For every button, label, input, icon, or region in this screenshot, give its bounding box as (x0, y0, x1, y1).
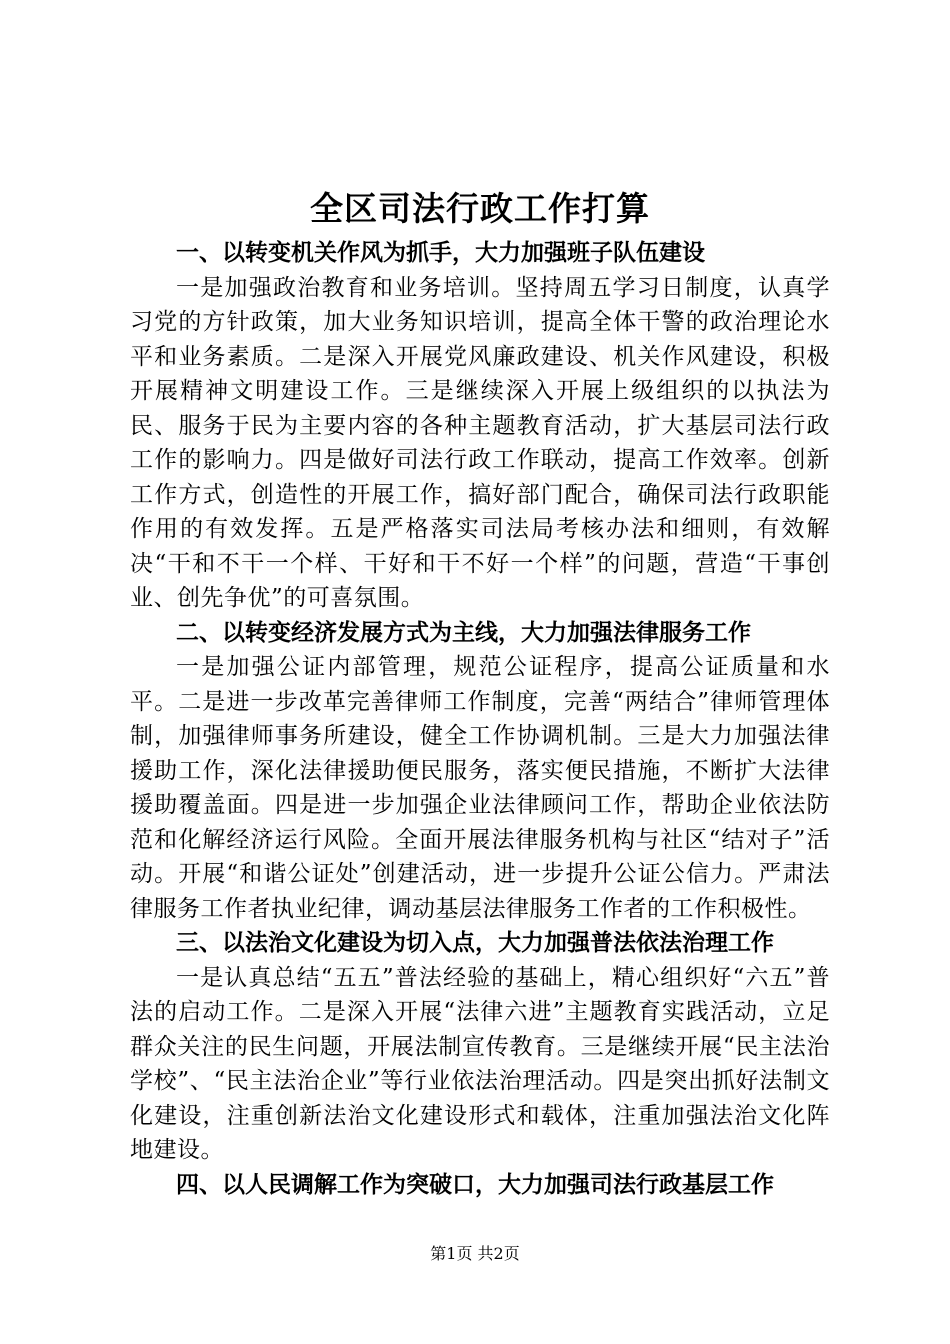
document-body (130, 186, 830, 1202)
section-heading: 四、以人民调解工作为突破口，大力加强司法行政基层工作 (176, 1171, 774, 1198)
section-paragraph: 一是加强政治教育和业务培训。坚持周五学习日制度，认真学习党的方针政策，加大业务知识培训，提高全体干警的政治理论水平和业务素质。二是深入开展党风廉政建设、机关作风建设，积极开展精神文明建设工作。三是继续深入开展上级组织的以执法为民、服务于民为主要内容的各种主题教育活动，扩大基层司法行政工作的影响力。四是做好司法行政工作联动，提高工作效率。创新工作方式，创造性的开展工作，搞好部门配合，确保司法行政职能作用的有效发挥。五是严格落实司法局考核办法和细则，有效解决“干和不干一个样、干好和干不好一个样”的问题，营造“干事创业、创先争优”的可喜氛围。 (130, 274, 830, 611)
section-heading: 二、以转变经济发展方式为主线，大力加强法律服务工作 (176, 619, 751, 646)
section-paragraph: 一是认真总结“五五”普法经验的基础上，精心组织好“六五”普法的启动工作。二是深入开展“法律六进”主题教育实践活动，立足群众关注的民生问题，开展法制宣传教育。三是继续开展“民主法治学校”、“民主法治企业”等行业依法治理活动。四是突出抓好法制文化建设，注重创新法治文化建设形式和载体，注重加强法治文化阵地建设。 (130, 964, 830, 1163)
document-title: 全区司法行政工作打算 (310, 189, 650, 228)
section-heading: 三、以法治文化建设为切入点，大力加强普法依法治理工作 (176, 930, 774, 956)
page-footer: 第1页 共2页 (430, 1244, 520, 1263)
section-heading: 一、以转变机关作风为抓手，大力加强班子队伍建设 (176, 240, 705, 266)
section-paragraph: 一是加强公证内部管理，规范公证程序，提高公证质量和水平。二是进一步改革完善律师工作制度，完善“两结合”律师管理体制，加强律师事务所建设，健全工作协调机制。三是大力加强法律援助工作，深化法律援助便民服务，落实便民措施，不断扩大法律援助覆盖面。四是进一步加强企业法律顾问工作，帮助企业依法防范和化解经济运行风险。全面开展法律服务机构与社区“结对子”活动。开展“和谐公证处”创建活动，进一步提升公证公信力。严肃法律服务工作者执业纪律，调动基层法律服务工作者的工作积极性。 (130, 654, 830, 922)
